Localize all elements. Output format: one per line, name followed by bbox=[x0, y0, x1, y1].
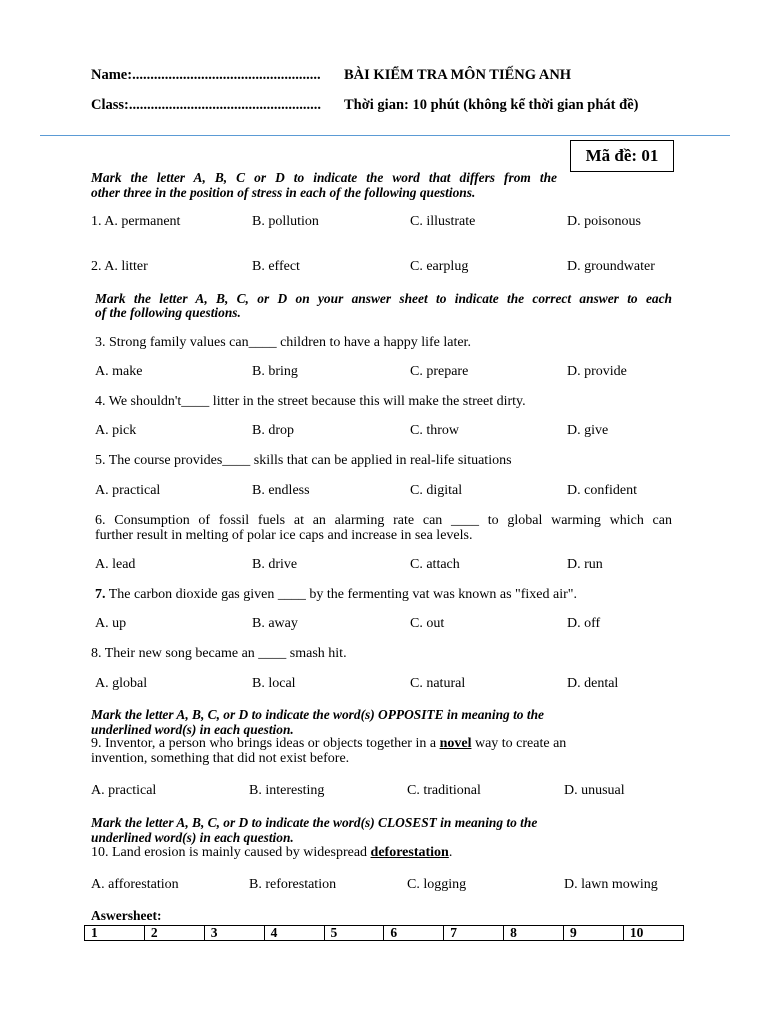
q7-option-c: C. out bbox=[410, 616, 445, 631]
q6-option-d: D. run bbox=[567, 557, 603, 572]
q10-stem bbox=[91, 845, 452, 861]
q6-options bbox=[0, 557, 768, 575]
q3-option-d: D. provide bbox=[567, 364, 627, 379]
q9-stem-line1 bbox=[91, 736, 566, 752]
q7-option-d: D. off bbox=[567, 616, 601, 631]
answer-cell-5[interactable]: 5 bbox=[324, 926, 384, 941]
q10-options bbox=[0, 877, 768, 895]
q9-underlined-word: novel bbox=[439, 736, 472, 751]
q1-option-c: C. illustrate bbox=[410, 214, 476, 229]
q5-option-c: C. digital bbox=[410, 483, 463, 498]
name-field-label: Name:.................................................... bbox=[91, 67, 321, 83]
q8-option-d: D. dental bbox=[567, 676, 619, 691]
class-field-label: Class:..................................................... bbox=[91, 97, 321, 113]
q2-options bbox=[0, 259, 768, 277]
q7-options bbox=[0, 616, 768, 634]
q2-option-b: B. effect bbox=[252, 259, 300, 274]
q10-stem-after: . bbox=[448, 845, 453, 860]
q8-options bbox=[0, 676, 768, 694]
q4-option-a: A. pick bbox=[95, 423, 137, 438]
section1-instruction-line1: Mark the letter A, B, C or D to indicate the word that differs from the bbox=[91, 170, 557, 185]
q8-option-c: C. natural bbox=[410, 676, 466, 691]
answer-cell-6[interactable]: 6 bbox=[384, 926, 444, 941]
q3-option-c: C. prepare bbox=[410, 364, 469, 379]
exam-title: BÀI KIỂM TRA MÔN TIẾNG ANH bbox=[344, 67, 572, 83]
q6-option-c: C. attach bbox=[410, 557, 460, 572]
time-allowance: Thời gian: 10 phút (không kể thời gian phát đề) bbox=[344, 97, 639, 113]
q10-option-d: D. lawn mowing bbox=[564, 877, 658, 892]
q7-option-a: A. up bbox=[95, 616, 127, 631]
q9-stem-before: 9. Inventor, a person who brings ideas or objects together in a bbox=[91, 736, 440, 751]
header-divider bbox=[40, 135, 730, 136]
q5-options bbox=[0, 483, 768, 501]
q10-option-c: C. logging bbox=[407, 877, 467, 892]
q4-option-c: C. throw bbox=[410, 423, 459, 438]
section4-instruction-line2: underlined word(s) in each question. bbox=[91, 830, 294, 845]
q6-option-a: A. lead bbox=[95, 557, 136, 572]
answer-cell-7[interactable]: 7 bbox=[444, 926, 504, 941]
q7-option-b: B. away bbox=[252, 616, 298, 631]
q9-option-a: A. practical bbox=[91, 783, 157, 798]
q9-stem-line2: invention, something that did not exist before. bbox=[91, 751, 350, 766]
q2-option-d: D. groundwater bbox=[567, 259, 655, 274]
q7-number: 7. bbox=[95, 587, 106, 602]
q10-option-b: B. reforestation bbox=[249, 877, 337, 892]
q10-underlined-word: deforestation bbox=[370, 845, 449, 860]
q5-option-d: D. confident bbox=[567, 483, 637, 498]
q6-option-b: B. drive bbox=[252, 557, 298, 572]
q1-option-d: D. poisonous bbox=[567, 214, 641, 229]
answer-cell-10[interactable]: 10 bbox=[623, 926, 683, 941]
q2-option-a: 2. A. litter bbox=[91, 259, 148, 274]
section4-instruction-line1: Mark the letter A, B, C, or D to indicate the word(s) CLOSEST in meaning to the bbox=[91, 815, 538, 830]
answer-cell-9[interactable]: 9 bbox=[564, 926, 624, 941]
q2-option-c: C. earplug bbox=[410, 259, 469, 274]
q7-stem-text: The carbon dioxide gas given ____ by the fermenting vat was known as "fixed air". bbox=[105, 587, 577, 602]
section2-instruction-line2: of the following questions. bbox=[95, 305, 241, 320]
q8-option-a: A. global bbox=[95, 676, 148, 691]
q10-stem-before: 10. Land erosion is mainly caused by widespread bbox=[91, 845, 371, 860]
answer-cell-8[interactable]: 8 bbox=[504, 926, 564, 941]
answer-cell-2[interactable]: 2 bbox=[144, 926, 204, 941]
q5-option-a: A. practical bbox=[95, 483, 161, 498]
answer-cell-1[interactable]: 1 bbox=[85, 926, 145, 941]
section1-instruction-line2: other three in the position of stress in each of the following questions. bbox=[91, 185, 476, 200]
q9-stem-after: way to create an bbox=[471, 736, 567, 751]
q4-stem: 4. We shouldn't____ litter in the street because this will make the street dirty. bbox=[95, 394, 526, 409]
answersheet-label: Aswersheet: bbox=[91, 908, 162, 923]
q4-option-b: B. drop bbox=[252, 423, 294, 438]
answer-cell-4[interactable]: 4 bbox=[264, 926, 324, 941]
q3-stem: 3. Strong family values can____ children to have a happy life later. bbox=[95, 335, 471, 350]
answersheet-table bbox=[84, 925, 684, 941]
q8-stem: 8. Their new song became an ____ smash hit. bbox=[91, 646, 347, 661]
q1-option-a: 1. A. permanent bbox=[91, 214, 181, 229]
q9-option-b: B. interesting bbox=[249, 783, 325, 798]
answersheet-row bbox=[85, 926, 684, 941]
q1-options bbox=[0, 214, 768, 232]
q8-option-b: B. local bbox=[252, 676, 296, 691]
section3-instruction-line2: underlined word(s) in each question. bbox=[91, 722, 294, 737]
q9-option-d: D. unusual bbox=[564, 783, 625, 798]
q5-stem: 5. The course provides____ skills that can be applied in real-life situations bbox=[95, 453, 512, 468]
q1-option-b: B. pollution bbox=[252, 214, 319, 229]
q7-stem bbox=[95, 587, 577, 603]
section3-instruction-line1: Mark the letter A, B, C, or D to indicate the word(s) OPPOSITE in meaning to the bbox=[91, 707, 544, 722]
q3-option-a: A. make bbox=[95, 364, 143, 379]
exam-code-box: Mã đề: 01 bbox=[570, 140, 674, 172]
section2-instruction-line1: Mark the letter A, B, C, or D on your answer sheet to indicate the correct answer to each bbox=[95, 291, 672, 306]
q3-option-b: B. bring bbox=[252, 364, 298, 379]
q4-option-d: D. give bbox=[567, 423, 609, 438]
q5-option-b: B. endless bbox=[252, 483, 310, 498]
q10-option-a: A. afforestation bbox=[91, 877, 179, 892]
q6-stem-line2: further result in melting of polar ice caps and increase in sea levels. bbox=[95, 528, 473, 543]
q6-stem-line1: 6. Consumption of fossil fuels at an alarming rate can ____ to global warming which can bbox=[95, 513, 672, 528]
q3-options bbox=[0, 364, 768, 382]
q9-option-c: C. traditional bbox=[407, 783, 481, 798]
answer-cell-3[interactable]: 3 bbox=[204, 926, 264, 941]
q9-options bbox=[0, 783, 768, 801]
q4-options bbox=[0, 423, 768, 441]
